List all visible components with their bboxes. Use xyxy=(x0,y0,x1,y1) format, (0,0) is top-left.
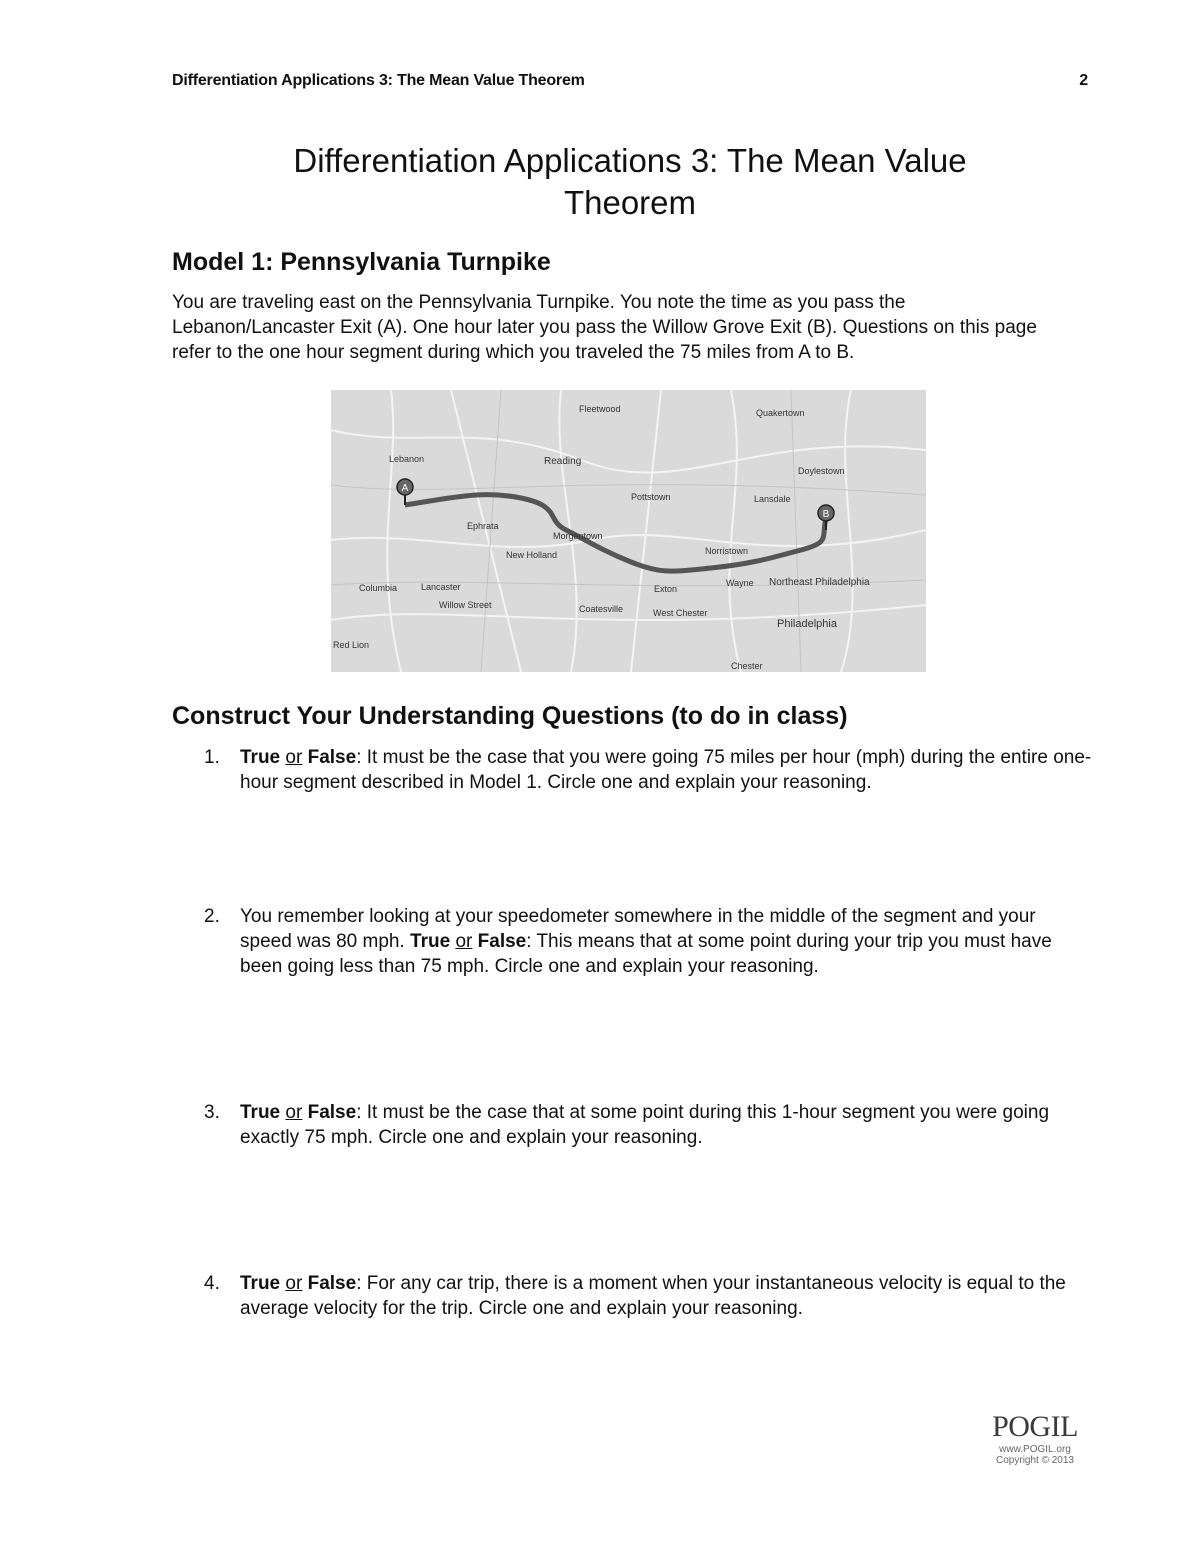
logo-copyright: Copyright © 2013 xyxy=(996,1455,1074,1466)
turnpike-map xyxy=(331,390,926,672)
question-pretext: You remember looking at your speedometer somewhere in the middle of the segment and your speed was 80 mph. xyxy=(240,906,1036,952)
pogil-logo xyxy=(980,1410,1090,1466)
running-header xyxy=(172,72,1088,90)
map-label-new-holland: New Holland xyxy=(506,550,558,560)
true-option[interactable]: True xyxy=(240,1273,281,1294)
logo-brand: POGIL xyxy=(992,1410,1078,1443)
question-2 xyxy=(172,904,1092,979)
map-label-norristown: Norristown xyxy=(705,546,749,556)
map-label-exton: Exton xyxy=(654,584,678,594)
question-text: : This means that at some point during your trip you must have been going less than 75 mph. Circle one and explain your reasoning. xyxy=(240,931,1052,977)
map-label-lebanon: Lebanon xyxy=(389,454,425,464)
false-option[interactable]: False xyxy=(307,1273,357,1294)
map-label-ne-philadelphia: Northeast Philadelphia xyxy=(769,577,870,588)
map-label-philadelphia: Philadelphia xyxy=(777,618,837,630)
map-label-west-chester: West Chester xyxy=(653,608,708,618)
page-title-line2: Theorem xyxy=(563,184,697,221)
or-word: or xyxy=(285,1273,303,1294)
page-title xyxy=(172,140,1088,224)
map-label-fleetwood: Fleetwood xyxy=(579,404,621,414)
map-graphic xyxy=(331,390,926,672)
true-option[interactable]: True xyxy=(240,1102,281,1123)
map-label-quakertown: Quakertown xyxy=(756,408,805,418)
running-title: Differentiation Applications 3: The Mean Value Theorem xyxy=(172,72,585,89)
false-option[interactable]: False xyxy=(477,931,527,952)
question-text: : For any car trip, there is a moment when your instantaneous velocity is equal to the average velocity for the trip. Circle one and explain your reasoning. xyxy=(240,1273,1066,1319)
or-word: or xyxy=(285,1102,303,1123)
page-number: 2 xyxy=(1079,72,1088,89)
question-number: 4. xyxy=(204,1273,220,1294)
question-number: 3. xyxy=(204,1102,220,1123)
map-label-pottstown: Pottstown xyxy=(631,492,671,502)
marker-a-label: A xyxy=(401,483,409,494)
map-label-lancaster: Lancaster xyxy=(421,582,461,592)
map-label-chester: Chester xyxy=(731,661,763,671)
map-label-columbia: Columbia xyxy=(359,583,398,593)
map-label-doylestown: Doylestown xyxy=(798,466,845,476)
map-label-wayne: Wayne xyxy=(726,578,754,588)
true-option[interactable]: True xyxy=(240,747,281,768)
question-number: 1. xyxy=(204,747,220,768)
question-3 xyxy=(172,1100,1092,1150)
map-label-coatesville: Coatesville xyxy=(579,604,624,614)
question-text: : It must be the case that you were going 75 miles per hour (mph) during the entire one-hour segment described in Model 1. Circle one and explain your reasoning. xyxy=(240,747,1092,793)
map-label-willow-street: Willow Street xyxy=(439,600,492,610)
false-option[interactable]: False xyxy=(307,1102,357,1123)
questions-heading: Construct Your Understanding Questions (to do in class) xyxy=(172,702,848,730)
false-option[interactable]: False xyxy=(307,747,357,768)
or-word: or xyxy=(455,931,473,952)
map-label-lansdale: Lansdale xyxy=(754,494,791,504)
true-option[interactable]: True xyxy=(410,931,451,952)
model-heading: Model 1: Pennsylvania Turnpike xyxy=(172,248,551,276)
map-label-reading: Reading xyxy=(544,456,582,467)
question-number: 2. xyxy=(204,906,220,927)
logo-url: www.POGIL.org xyxy=(999,1444,1071,1455)
map-label-ephrata: Ephrata xyxy=(467,521,499,531)
map-label-red-lion: Red Lion xyxy=(333,640,370,650)
question-text: : It must be the case that at some point during this 1-hour segment you were going exactly 75 mph. Circle one and explain your reasoning. xyxy=(240,1102,1050,1148)
model-intro: You are traveling east on the Pennsylvania Turnpike. You note the time as you pass the Lebanon/Lancaster Exit (A). One hour later you pass the Willow Grove Exit (B). Questions on this page refer to the one hour segment during which you traveled the 75 miles from A to B. xyxy=(172,292,1037,363)
or-word: or xyxy=(285,747,303,768)
marker-b-label: B xyxy=(822,509,830,520)
map-label-morgantown: Morgantown xyxy=(553,531,603,541)
question-1 xyxy=(172,745,1092,795)
question-4 xyxy=(172,1271,1092,1321)
page-title-line1: Differentiation Applications 3: The Mean Value xyxy=(293,142,967,179)
